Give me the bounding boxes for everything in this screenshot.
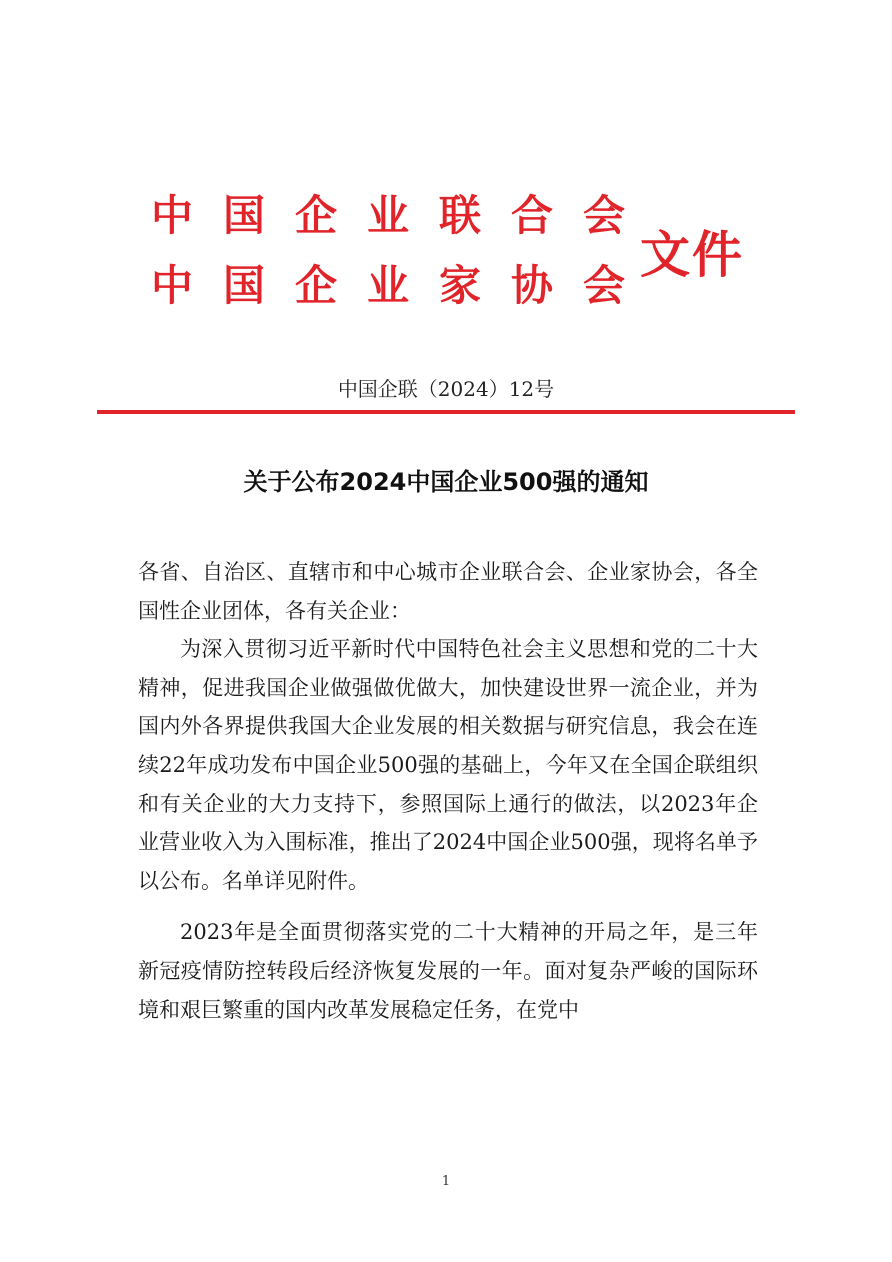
issuer-char: 联 (438, 191, 481, 240)
issuer-char: 中 (150, 191, 193, 240)
issuer-char: 家 (438, 261, 481, 310)
issuer-char: 企 (294, 191, 337, 240)
issuer-char: 业 (366, 261, 409, 310)
issuer-line-1 (148, 188, 628, 258)
issuer-char: 会 (582, 261, 625, 310)
issuer-char: 国 (222, 191, 265, 240)
issuer-char: 企 (294, 261, 337, 310)
addressee: 各省、自治区、直辖市和中心城市企业联合会、企业家协会，各全国性企业团体，各有关企业： (138, 560, 758, 623)
document-word: 文件 (640, 225, 744, 284)
issuer-char: 合 (510, 191, 553, 240)
issuer-char: 会 (582, 191, 625, 240)
body-paragraph-1: 为深入贯彻习近平新时代中国特色社会主义思想和党的二十大精神，促进我国企业做强做优做大，加快建设世界一流企业，并为国内外各界提供我国大企业发展的相关数据与研究信息，我会在连续22年成功发布中国企业500强的基础上，今年又在全国企联组织和有关企业的大力支持下，参照国际上通行的做法，以2023年企业营业收入为入围标准，推出了2024中国企业500强，现将名单予以公布。名单详见附件。 (138, 637, 758, 893)
issuer-char: 中 (150, 261, 193, 310)
issuer-char: 协 (510, 261, 553, 310)
red-divider (97, 410, 795, 414)
issuer-char: 业 (366, 191, 409, 240)
issuer-char: 国 (222, 261, 265, 310)
body-paragraph-2: 2023年是全面贯彻落实党的二十大精神的开局之年，是三年新冠疫情防控转段后经济恢复发展的一年。面对复杂严峻的国际环境和艰巨繁重的国内改革发展稳定任务，在党中 (138, 920, 758, 1022)
document-number: 中国企联（2024）12号 (337, 377, 555, 401)
document-body (138, 553, 758, 1029)
issuer-line-2 (148, 258, 628, 328)
document-title: 关于公布2024中国企业500强的通知 (243, 468, 649, 496)
issuer-block (148, 188, 628, 328)
page-number: 1 (441, 1174, 451, 1189)
